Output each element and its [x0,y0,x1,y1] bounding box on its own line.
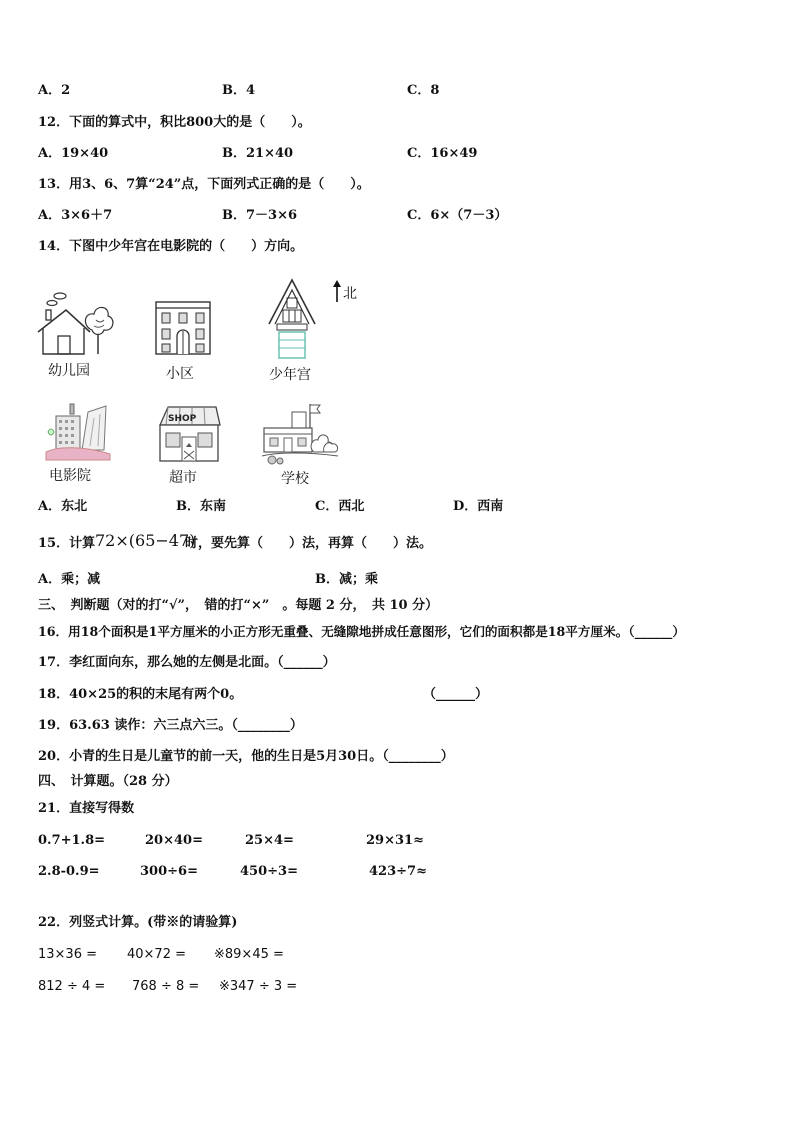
q22-item: 13×36 = [38,947,98,962]
school-building-icon [258,402,342,468]
q14-option-a: A．东北 [38,499,88,514]
q17-stem: 17．李红面向东，那么她的左侧是北面。（______） [38,655,336,670]
caption-community: 小区 [166,366,194,382]
q13-option-c: C．6×（7－3） [407,208,508,223]
q13-option-b: B．7－3×6 [222,208,298,223]
q22-item: ※89×45 = [214,947,284,962]
q18-answer-blank[interactable]: （______） [423,687,489,702]
q19-stem: 19．63.63 读作：六三点六三。（________） [38,718,303,733]
q20-stem: 20．小青的生日是儿童节的前一天，他的生日是5月30日。（________） [38,749,454,764]
q22-item: ※347 ÷ 3 = [219,979,298,994]
q14-option-c: C．西北 [315,499,365,514]
q21-item: 25×4= [245,833,294,848]
north-label: 北 [343,286,357,302]
q18-stem: 18．40×25的积的末尾有两个0。 [38,687,243,702]
q16-stem: 16．用18个面积是1平方厘米的小正方形无重叠、无缝隙地拼成任意图形，它们的面积都是18平方厘米。（______） [38,624,685,639]
q12-stem: 12．下面的算式中，积比800大的是（ ）。 [38,115,311,130]
q12-option-a: A．19×40 [38,146,109,161]
caption-supermarket: 超市 [169,470,197,486]
q13-option-a: A．3×6＋7 [38,208,113,223]
q14-option-d: D．西南 [453,499,504,514]
q15-stem-pre: 15．计算 [38,536,96,551]
q11-option-a: A．2 [38,83,71,98]
q21-item: 0.7+1.8= [38,833,106,848]
section4-title: 四、 计算题。（28 分） [38,774,178,789]
q21-item: 423÷7≈ [369,864,427,879]
q14-option-b: B．东南 [176,499,226,514]
section3-title: 三、 判断题（对的打“√”， 错的打“×” 。每题 2 分， 共 10 分） [38,598,439,613]
q12-option-b: B．21×40 [222,146,294,161]
q22-item: 768 ÷ 8 = [132,979,200,994]
q13-stem: 13．用3、6、7算“24”点，下面列式正确的是（ ）。 [38,177,370,192]
cinema-buildings-icon [44,402,112,464]
caption-cinema: 电影院 [49,468,91,484]
q14-stem: 14．下图中少年宫在电影院的（ ）方向。 [38,239,304,254]
q12-option-c: C．16×49 [407,146,478,161]
q21-item: 300÷6= [140,864,198,879]
q11-option-b: B．4 [222,83,256,98]
q21-item: 2.8-0.9= [38,864,100,879]
q15-option-a: A．乘；减 [38,572,101,587]
caption-kindergarten: 幼儿园 [48,363,90,379]
shop-sign-text: SHOP [168,414,197,424]
q21-item: 20×40= [145,833,203,848]
q22-stem: 22．列竖式计算。(带※的请验算) [38,915,238,930]
q21-stem: 21．直接写得数 [38,801,135,816]
q21-item: 29×31≈ [366,833,424,848]
caption-school: 学校 [281,471,309,487]
q11-option-c: C．8 [407,83,440,98]
kindergarten-house-icon [36,290,116,356]
supermarket-shop-icon [154,403,222,463]
youth-palace-icon [265,278,319,360]
q21-item: 450÷3= [240,864,298,879]
q15-stem-post: 时，要先算（ ）法，再算（ ）法。 [185,536,433,551]
caption-youth-palace: 少年宫 [269,367,311,383]
q15-expression: 72×(65−47) [95,531,196,550]
q15-option-b: B．减；乘 [315,572,378,587]
community-building-icon [154,300,212,356]
q22-item: 40×72 = [127,947,187,962]
q22-item: 812 ÷ 4 = [38,979,106,994]
